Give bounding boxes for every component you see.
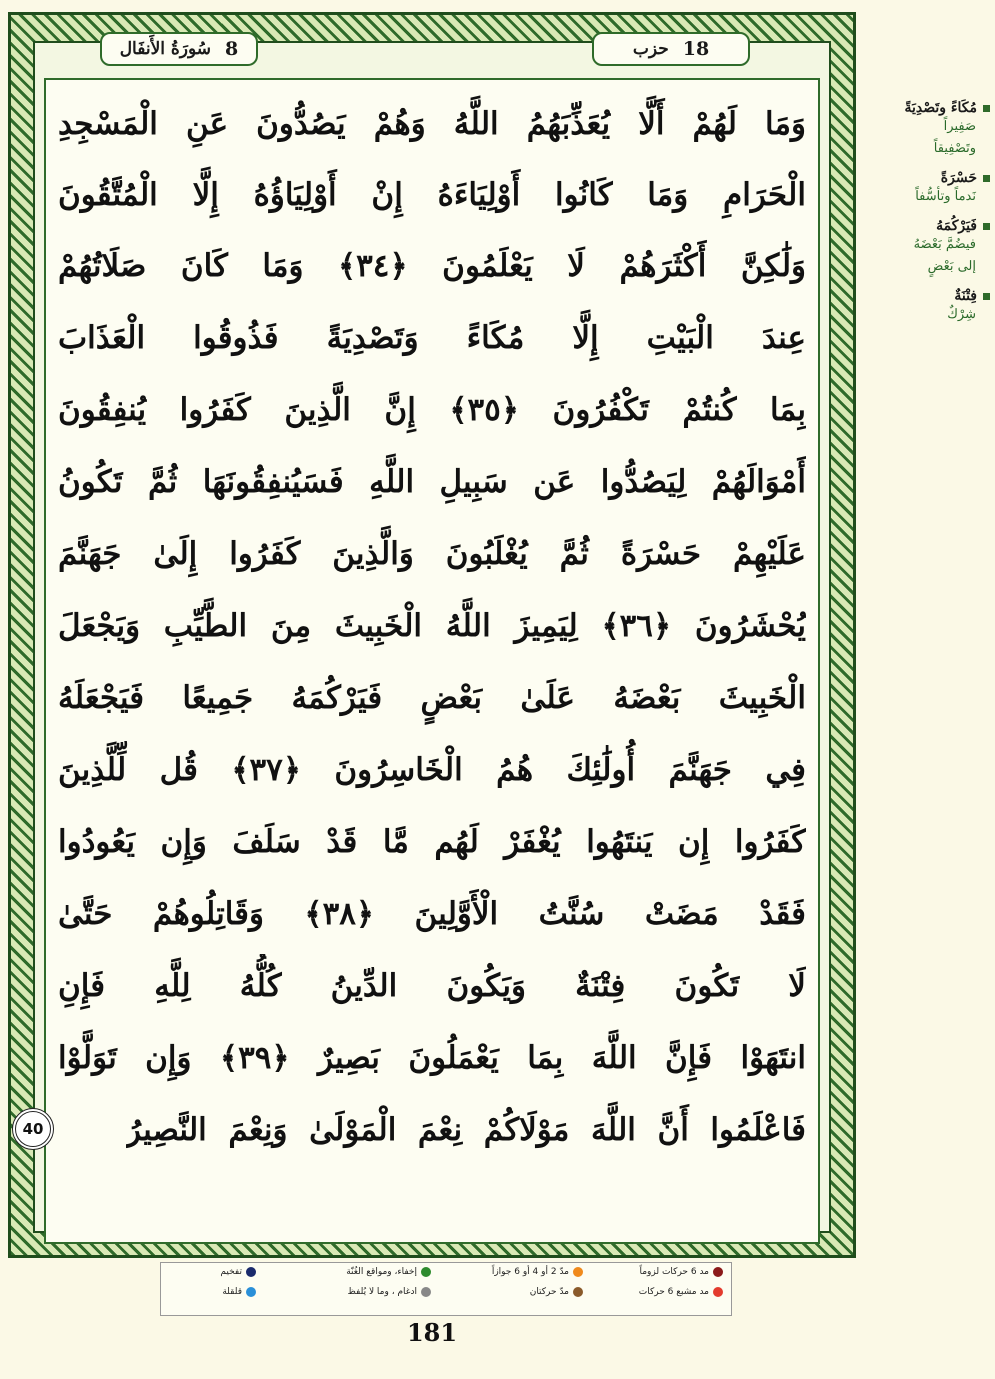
glossary-entry (864, 100, 990, 160)
hizb-number: 18 (682, 38, 710, 60)
verse-line: الْخَبِيثَ بَعْضَهُ عَلَىٰ بَعْضٍ فَيَرْكُمَهُ جَمِيعًا فَيَجْعَلَهُ (58, 680, 806, 716)
verse-line: وَمَا لَهُمْ أَلَّا يُعَذِّبَهُمُ اللَّهُ وَهُمْ يَصُدُّونَ عَنِ الْمَسْجِدِ (58, 106, 806, 142)
page-number: 181 (406, 1318, 458, 1347)
verse-line: لَا تَكُونَ فِتْنَةٌ وَيَكُونَ الدِّينُ كُلُّهُ لِلَّهِ فَإِنِ (58, 968, 806, 1004)
glossary-definition: شِرْكٌ (947, 307, 976, 322)
glossary-definition: فيضُمَّ بَعْضَهُ (913, 237, 976, 252)
legend-item: مد 6 حركات لزوماً (639, 1267, 723, 1277)
hizb-label: حزب (632, 39, 669, 59)
glossary-entry (864, 170, 990, 208)
verse-line: وَلَٰكِنَّ أَكْثَرَهُمْ لَا يَعْلَمُونَ ﴿٣٤﴾ وَمَا كَانَ صَلَاتُهُمْ (58, 248, 806, 284)
legend-item: تفخيم (220, 1267, 256, 1277)
color-dot-icon (246, 1267, 256, 1277)
hizb-header (592, 32, 750, 66)
verse-line: عَلَيْهِمْ حَسْرَةً ثُمَّ يُغْلَبُونَ وَالَّذِينَ كَفَرُوا إِلَىٰ جَهَنَّمَ (58, 536, 806, 572)
glossary-definition: إلى بَعْضٍ (927, 259, 976, 274)
ayah-number-marker: 40 (12, 1108, 54, 1150)
color-dot-icon (573, 1287, 583, 1297)
color-dot-icon (421, 1287, 431, 1297)
glossary-sidebar (864, 100, 990, 336)
verse-line: فِي جَهَنَّمَ أُولَٰئِكَ هُمُ الْخَاسِرُونَ ﴿٣٧﴾ قُل لِّلَّذِينَ (58, 752, 806, 788)
legend-item: مدّ حركتان (492, 1287, 583, 1297)
verse-line: عِندَ الْبَيْتِ إِلَّا مُكَاءً وَتَصْدِيَةً فَذُوقُوا الْعَذَابَ (58, 320, 806, 356)
verse-line: أَمْوَالَهُمْ لِيَصُدُّوا عَن سَبِيلِ اللَّهِ فَسَيُنفِقُونَهَا ثُمَّ تَكُونُ (58, 464, 806, 500)
glossary-definition: نَدماً وتأسُّفاً (915, 189, 976, 204)
verse-line: كَفَرُوا إِن يَنتَهُوا يُغْفَرْ لَهُم مَّا قَدْ سَلَفَ وَإِن يَعُودُوا (58, 824, 806, 860)
legend-column (639, 1267, 723, 1297)
color-dot-icon (713, 1287, 723, 1297)
legend-column (346, 1267, 431, 1297)
verse-line: فَقَدْ مَضَتْ سُنَّتُ الْأَوَّلِينَ ﴿٣٨﴾ وَقَاتِلُوهُمْ حَتَّىٰ (58, 896, 806, 932)
verse-line: بِمَا كُنتُمْ تَكْفُرُونَ ﴿٣٥﴾ إِنَّ الَّذِينَ كَفَرُوا يُنفِقُونَ (58, 392, 806, 428)
glossary-word: فِتْنَةٌ (864, 288, 990, 304)
glossary-definition: وتَصْفِيقاً (933, 141, 976, 156)
glossary-entry (864, 288, 990, 326)
verse-line: يُحْشَرُونَ ﴿٣٦﴾ لِيَمِيزَ اللَّهُ الْخَبِيثَ مِنَ الطَّيِّبِ وَيَجْعَلَ (58, 608, 806, 644)
color-dot-icon (573, 1267, 583, 1277)
legend-item: إخفاء، ومواقع الغُنّة (346, 1267, 431, 1277)
legend-item: قلقلة (220, 1287, 256, 1297)
glossary-entry (864, 218, 990, 278)
color-dot-icon (713, 1267, 723, 1277)
legend-item: ادغام ، وما لا يُلفظ (346, 1287, 431, 1297)
surah-header (100, 32, 258, 66)
surah-number: 8 (225, 38, 239, 60)
legend-column (492, 1267, 583, 1297)
verse-text-area (58, 90, 806, 1240)
glossary-word: مُكَاءً وتَصْدِيَةً (864, 100, 990, 116)
surah-label: سُورَةُ الأَنفَال (119, 39, 212, 59)
legend-item: مدّ 2 أو 4 أو 6 جوازاً (492, 1267, 583, 1277)
color-dot-icon (421, 1267, 431, 1277)
glossary-word: فَيَرْكُمَهُ (864, 218, 990, 234)
verse-line: انتَهَوْا فَإِنَّ اللَّهَ بِمَا يَعْمَلُونَ بَصِيرٌ ﴿٣٩﴾ وَإِن تَوَلَّوْا (58, 1040, 806, 1076)
legend-item: مد مشبع 6 حركات (639, 1287, 723, 1297)
glossary-definition: صَفِيراً (943, 119, 976, 134)
legend-column (220, 1267, 256, 1297)
verse-line: الْحَرَامِ وَمَا كَانُوا أَوْلِيَاءَهُ إِنْ أَوْلِيَاؤُهُ إِلَّا الْمُتَّقُونَ (58, 177, 806, 213)
glossary-word: حَسْرَةً (864, 170, 990, 186)
tajweed-legend (160, 1262, 732, 1316)
verse-line: فَاعْلَمُوا أَنَّ اللَّهَ مَوْلَاكُمْ نِعْمَ الْمَوْلَىٰ وَنِعْمَ النَّصِيرُ (126, 1112, 806, 1148)
color-dot-icon (246, 1287, 256, 1297)
